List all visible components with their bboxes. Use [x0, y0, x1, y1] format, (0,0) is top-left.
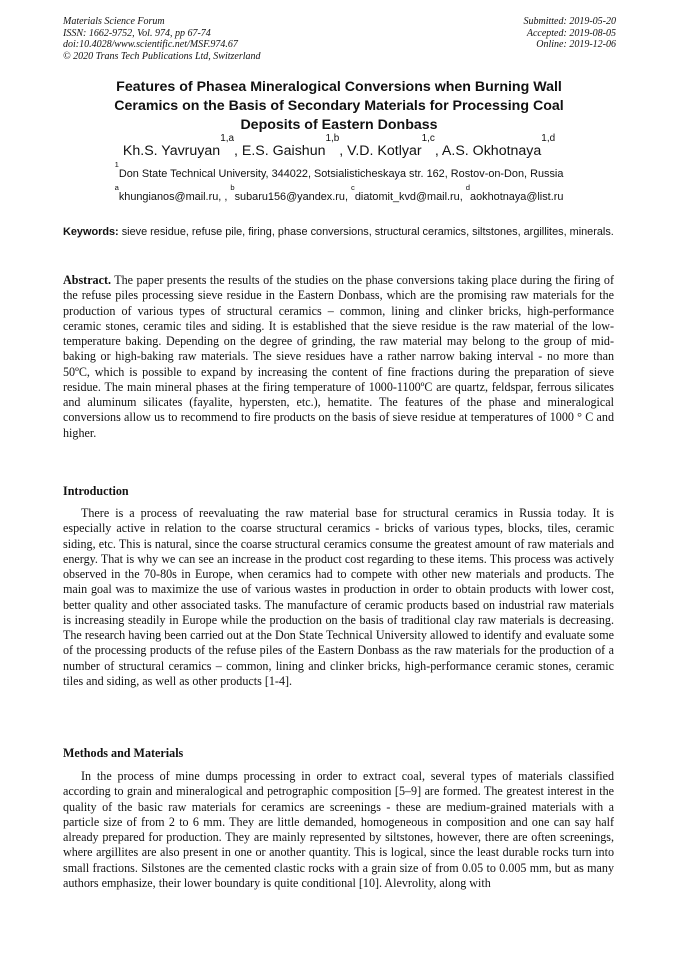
abstract-label: Abstract.	[63, 273, 112, 287]
email-mark: a	[114, 182, 119, 192]
email-separator: ,	[344, 191, 352, 203]
author-name: A.S. Okhotnaya	[441, 143, 542, 159]
paper-title	[63, 78, 615, 135]
author-emails	[63, 182, 615, 204]
affiliation-mark: 1	[114, 159, 119, 169]
journal-info	[63, 16, 261, 62]
author-name: Kh.S. Yavruyan	[122, 143, 221, 159]
author-name: V.D. Kotlyar	[347, 143, 422, 159]
introduction-heading: Introduction	[63, 484, 129, 498]
author-affiliation-mark: 1,d	[541, 133, 556, 145]
title-line: Ceramics on the Basis of Secondary Materials for Processing Coal	[114, 98, 564, 114]
journal-doi[interactable]: doi:10.4028/www.scientific.net/MSF.974.67	[63, 39, 238, 51]
title-line: Features of Phasea Mineralogical Conversions when Burning Wall	[116, 79, 562, 95]
email-link[interactable]: khungianos@mail.ru	[118, 191, 219, 203]
email-link[interactable]: diatomit_kvd@mail.ru	[354, 191, 460, 203]
abstract-text: The paper presents the results of the studies on the phase conversions taking place during the firing of the refuse piles processing sieve residue in the Eastern Donbass, which are the promising raw materials for the production of various types of structural ceramics – common, lining and clinker bricks, high-performance ceramic stones, ceramic tiles and siding. It is established that the sieve residue is the raw material of the low-temperature baking. Depending on the degree of grinding, the raw material may belong to the group of mid-baking or high-baking raw materials. The sieve residues have a rather narrow baking interval - no more than 50ºC, which is possible to expand by increasing the content of fine fractions during the preparation of sieve residue. The main mineral phases at the firing temperature of 1000-1100ºC are quartz, feldspar, ferrous silicates and aluminum silicates (fayalite, hypersten, etc.), hematite. The features of the phase and mineralogical conversions allow us to recommend to fire products on the basis of sieve residue at temperatures of 1000 ° C and higher.	[63, 273, 614, 440]
submitted-date: Submitted: 2019-05-20	[523, 16, 616, 27]
email-mark: c	[351, 182, 355, 192]
email-link[interactable]: aokhotnaya@list.ru	[470, 191, 564, 203]
accepted-date: Accepted: 2019-08-05	[526, 27, 616, 39]
email-mark: b	[230, 182, 235, 192]
author-affiliation-mark: 1,a	[220, 133, 234, 145]
introduction-paragraph: There is a process of reevaluating the raw material base for structural ceramics in Russia today. It is especially active in relation to the coarse structural ceramics - bricks of various types, blocks, tiles, ceramic siding, etc. This is natural, since the coarse structural ceramics consume the greatest amount of raw materials and energy. That is why we can see an increase in the product cost regarding to these items. This process was actively observed in the 70-80s in Europe, when ceramics had to compete with other new materials and products. The main goal was to maximize the use of various wastes in production in order to obtain products with lower cost, better quality and other associated tasks. The manufacture of ceramic products based on industrial raw materials is increasing steadily in Europe while the production on the basis of traditional clay raw materials is decreasing. The research having been carried out at the Don State Technical University allowed to identify and evaluate some of the processing products of the refuse piles of the Eastern Donbass as the raw materials for the production of a number of structural ceramics – common, lining and clinker bricks, high-performance ceramic stones, ceramic tiles and siding, as well as other products [1-4].	[63, 506, 614, 688]
author-separator: ,	[339, 143, 348, 159]
online-date: Online: 2019-12-06	[536, 39, 616, 51]
email-separator: ,	[459, 191, 466, 203]
methods-paragraph: In the process of mine dumps processing in order to extract coal, several types of materials classified according to grain and mineralogical and petrographic composition [5–9] are formed. The greatest interest in the quality of the basic raw materials for ceramics are screenings - these are medium-grained materials with a particle size of from 2 to 6 mm. They are little demanded, homogeneous in composition and one can say half already prepared for production. They are mainly represented by siltstones, however, there are often screenings, where argillites are also present in one or another quantity. This is logical, since the least durable rocks turn into small fractions. Silstones are the cemented clastic rocks with a grain size of from 0.05 to 0.005 mm, but as many authors emphasize, their lower boundary is quite conditional [10]. Alevrolity, along with	[63, 769, 614, 890]
author-separator: ,	[434, 143, 442, 159]
email-link[interactable]: subaru156@yandex.ru	[234, 191, 345, 203]
email-separator: , ,	[218, 191, 231, 203]
affiliation-text: Don State Technical University, 344022, Sotsialisticheskaya str. 162, Rostov-on-Don, Russia	[118, 168, 564, 180]
author-list	[63, 133, 615, 160]
keywords-label: Keywords:	[63, 226, 119, 238]
title-line: Deposits of Eastern Donbass	[240, 117, 438, 133]
journal-copyright: © 2020 Trans Tech Publications Ltd, Switzerland	[63, 50, 261, 62]
author-name: E.S. Gaishun	[241, 143, 326, 159]
abstract	[63, 273, 614, 441]
author-separator: ,	[233, 143, 242, 159]
methods-heading: Methods and Materials	[63, 746, 184, 760]
author-affiliation-mark: 1,c	[421, 133, 435, 145]
author-affiliation-mark: 1,b	[325, 133, 340, 145]
journal-name: Materials Science Forum	[63, 16, 165, 27]
email-mark: d	[465, 182, 471, 192]
keywords-text: sieve residue, refuse pile, firing, phase conversions, structural ceramics, siltstones, argillites, minerals.	[118, 226, 614, 238]
journal-issn: ISSN: 1662-9752, Vol. 974, pp 67-74	[63, 27, 211, 39]
affiliation	[63, 159, 615, 181]
publication-dates	[524, 16, 617, 51]
keywords	[63, 225, 614, 239]
